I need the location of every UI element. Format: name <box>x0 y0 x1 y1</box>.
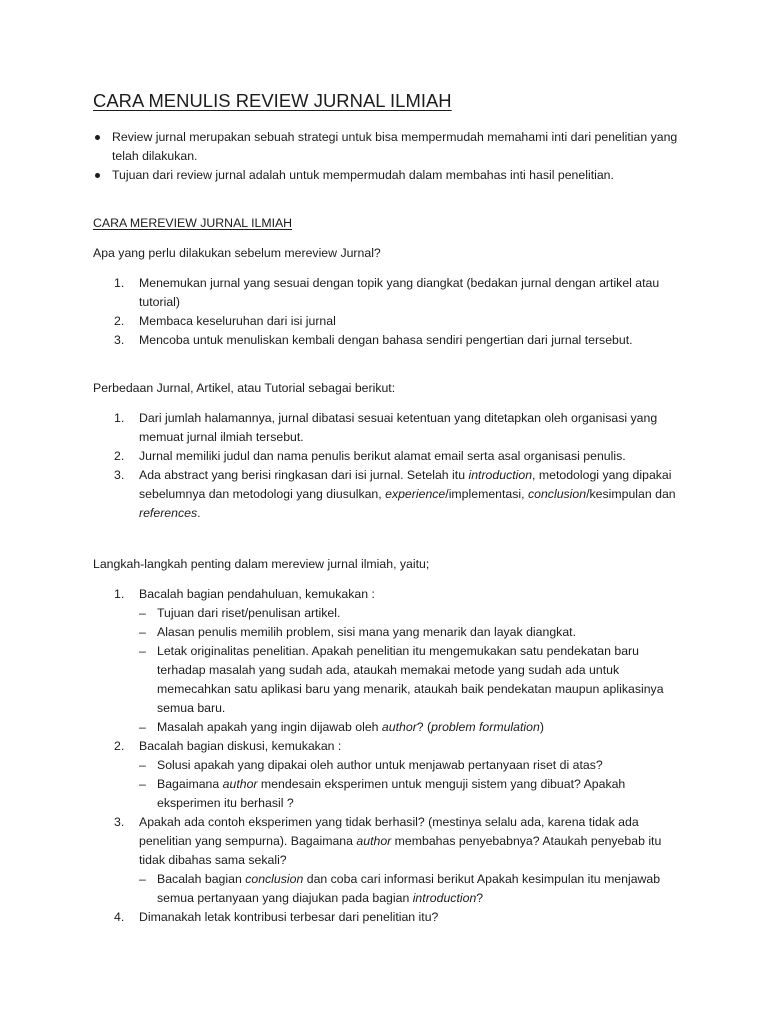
item-number: 2. <box>114 314 125 328</box>
list-item <box>93 813 683 908</box>
item-number: 1. <box>114 587 125 601</box>
item-text: Mencoba untuk menuliskan kembali dengan bahasa sendiri pengertian dari jurnal tersebut. <box>139 333 633 347</box>
list-item <box>93 908 683 927</box>
sub-item: – Letak originalitas penelitian. Apakah penelitian itu mengemukakan satu pendekatan baru terhadap masalah yang sudah ada, ataukah memakai metode yang sudah ada untuk memecahkan satu aplikasi baru yang menarik, ataukah baik pendekatan maupun aplikasinya semua baru. <box>139 644 664 715</box>
list-item <box>93 447 683 466</box>
intro-bullet-list <box>93 128 683 185</box>
item-number: 3. <box>114 333 125 347</box>
item-text: Dimanakah letak kontribusi terbesar dari penelitian itu? <box>139 910 439 924</box>
numbered-list <box>93 409 683 523</box>
item-number: 2. <box>114 739 125 753</box>
list-item <box>93 585 683 737</box>
sub-item: – Bacalah bagian conclusion dan coba cari informasi berikut Apakah kesimpulan itu menjawab semua pertanyaan yang diajukan pada bagian introduction? <box>139 872 661 905</box>
question-heading: Apa yang perlu dilakukan sebelum mereview Jurnal? <box>93 246 381 260</box>
sub-item: – Tujuan dari riset/penulisan artikel. <box>139 606 341 620</box>
item-number: 4. <box>114 910 125 924</box>
item-text: Apakah ada contoh eksperimen yang tidak berhasil? (mestinya selalu ada, karena tidak ada penelitian yang sempurna). Bagaimana author membahas penyebabnya? Ataukah penyebab itu tidak dibahas sama sekali? <box>139 815 662 867</box>
sub-list <box>139 756 683 813</box>
numbered-list <box>93 274 683 350</box>
sub-item: – Bagaimana author mendesain eksperimen untuk menguji sistem yang dibuat? Apakah eksperimen itu berhasil ? <box>139 777 626 810</box>
list-item <box>93 331 683 350</box>
item-text: Bacalah bagian pendahuluan, kemukakan : <box>139 587 375 601</box>
sub-item: – Masalah apakah yang ingin dijawab oleh author? (problem formulation) <box>139 720 544 734</box>
item-number: 2. <box>114 449 125 463</box>
list-item <box>93 737 683 813</box>
sub-item: – Solusi apakah yang dipakai oleh author untuk menjawab pertanyaan riset di atas? <box>139 758 603 772</box>
sub-item: – Alasan penulis memilih problem, sisi mana yang menarik dan layak diangkat. <box>139 625 576 639</box>
item-text: Dari jumlah halamannya, jurnal dibatasi sesuai ketentuan yang ditetapkan oleh organisasi yang memuat jurnal ilmiah tersebut. <box>139 411 658 444</box>
item-number: 1. <box>114 411 125 425</box>
list-item <box>93 312 683 331</box>
item-text: Bacalah bagian diskusi, kemukakan : <box>139 739 342 753</box>
numbered-list <box>93 585 683 927</box>
sub-list <box>139 604 683 737</box>
list-item <box>93 274 683 312</box>
item-text: Membaca keseluruhan dari isi jurnal <box>139 314 336 328</box>
item-number: 3. <box>114 815 125 829</box>
question-heading: Langkah-langkah penting dalam mereview jurnal ilmiah, yaitu; <box>93 557 430 571</box>
section-title: CARA MEREVIEW JURNAL ILMIAH <box>93 216 293 230</box>
item-text: Jurnal memiliki judul dan nama penulis berikut alamat email serta asal organisasi penulis. <box>139 449 626 463</box>
list-item <box>93 466 683 523</box>
item-text: Ada abstract yang berisi ringkasan dari isi jurnal. Setelah itu introduction, metodologi yang dipakai sebelumnya dan metodologi yang diusulkan, experience/implementasi, conclusion/kesimpulan dan references. <box>139 468 676 520</box>
intro-bullet: Tujuan dari review jurnal adalah untuk mempermudah dalam membahas inti hasil penelitian. <box>93 166 683 185</box>
list-item <box>93 409 683 447</box>
item-number: 3. <box>114 468 125 482</box>
document-title: CARA MENULIS REVIEW JURNAL ILMIAH <box>93 90 452 111</box>
item-text: Menemukan jurnal yang sesuai dengan topik yang diangkat (bedakan jurnal dengan artikel atau tutorial) <box>139 276 660 309</box>
document-body <box>93 88 683 927</box>
question-heading: Perbedaan Jurnal, Artikel, atau Tutorial sebagai berikut: <box>93 381 396 395</box>
intro-bullet: Review jurnal merupakan sebuah strategi untuk bisa mempermudah memahami inti dari penelitian yang telah dilakukan. <box>93 128 683 166</box>
item-number: 1. <box>114 276 125 290</box>
sub-list <box>139 870 683 908</box>
